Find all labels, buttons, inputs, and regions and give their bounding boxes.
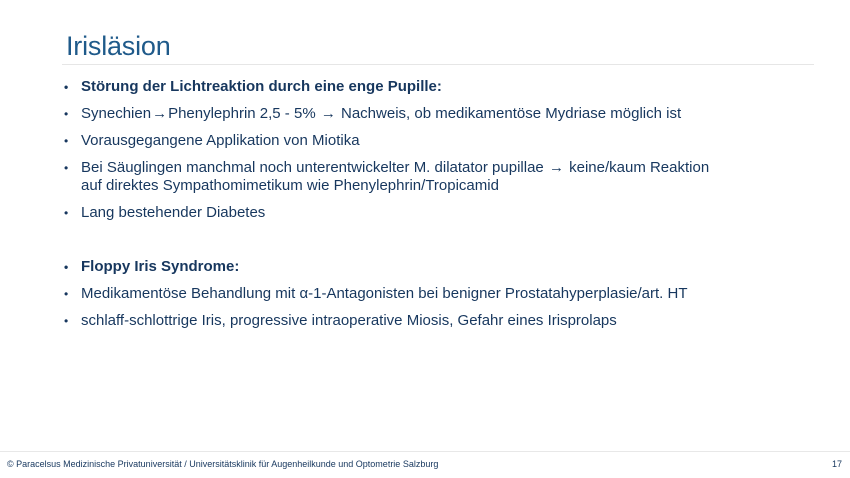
bullet-item-diabetes bbox=[64, 204, 814, 222]
bullet-text-part: Synechien bbox=[81, 105, 152, 122]
title-divider bbox=[62, 64, 814, 65]
bullet-dot: • bbox=[64, 161, 69, 175]
bullet-text-part: Bei Säuglingen manchmal noch unterentwickelter M. dilatator pupillae bbox=[81, 159, 548, 176]
bullet-item-miotika bbox=[64, 132, 814, 150]
arrow-right-icon: → bbox=[548, 159, 564, 176]
bullet-dot: • bbox=[64, 287, 69, 301]
slide-title: Irisläsion bbox=[66, 31, 171, 61]
bullet-text: Vorausgegangene Applikation von Miotika bbox=[81, 132, 360, 149]
bullet-item-floppy-iris bbox=[64, 258, 814, 276]
spacer bbox=[64, 231, 814, 258]
bullet-text: Floppy Iris Syndrome: bbox=[81, 258, 240, 275]
bullet-dot: • bbox=[64, 206, 69, 220]
arrow-right-icon: → bbox=[320, 105, 336, 122]
bullet-text-part: keine/kaum Reaktion bbox=[564, 159, 710, 176]
bullet-text-part: Nachweis, ob medikamentöse Mydriase möglich ist bbox=[336, 105, 682, 122]
bullet-text-part: Phenylephrin 2,5 - 5% bbox=[168, 105, 320, 122]
bullet-dot: • bbox=[64, 260, 69, 274]
bullet-text: Störung der Lichtreaktion durch eine enge Pupille: bbox=[81, 78, 442, 95]
bullet-dot: • bbox=[64, 107, 69, 121]
footer-divider bbox=[0, 451, 850, 452]
bullet-item-irisprolaps bbox=[64, 312, 814, 330]
bullet-item-pupil-reaction bbox=[64, 78, 814, 96]
bullet-dot: • bbox=[64, 134, 69, 148]
bullet-dot: • bbox=[64, 80, 69, 94]
bullet-text-part: auf direktes Sympathomimetikum wie Phenylephrin/Tropicamid bbox=[81, 177, 499, 194]
page-number: 17 bbox=[831, 459, 842, 469]
bullet-item-alpha-antagonisten bbox=[64, 285, 814, 303]
bullet-item-saeuglinge bbox=[64, 159, 814, 195]
bullet-item-synechien bbox=[64, 105, 814, 123]
bullet-text: Lang bestehender Diabetes bbox=[81, 204, 266, 221]
bullet-dot: • bbox=[64, 314, 69, 328]
bullet-text: schlaff-schlottrige Iris, progressive intraoperative Miosis, Gefahr eines Irisprolaps bbox=[81, 312, 617, 329]
bullet-list bbox=[64, 78, 814, 339]
arrow-right-icon: → bbox=[152, 105, 168, 122]
footer-copyright: © Paracelsus Medizinische Privatuniversität / Universitätsklinik für Augenheilkunde und Optometrie Salzburg bbox=[7, 459, 439, 469]
bullet-text: Medikamentöse Behandlung mit α-1-Antagonisten bei benigner Prostatahyperplasie/art. HT bbox=[81, 285, 688, 302]
